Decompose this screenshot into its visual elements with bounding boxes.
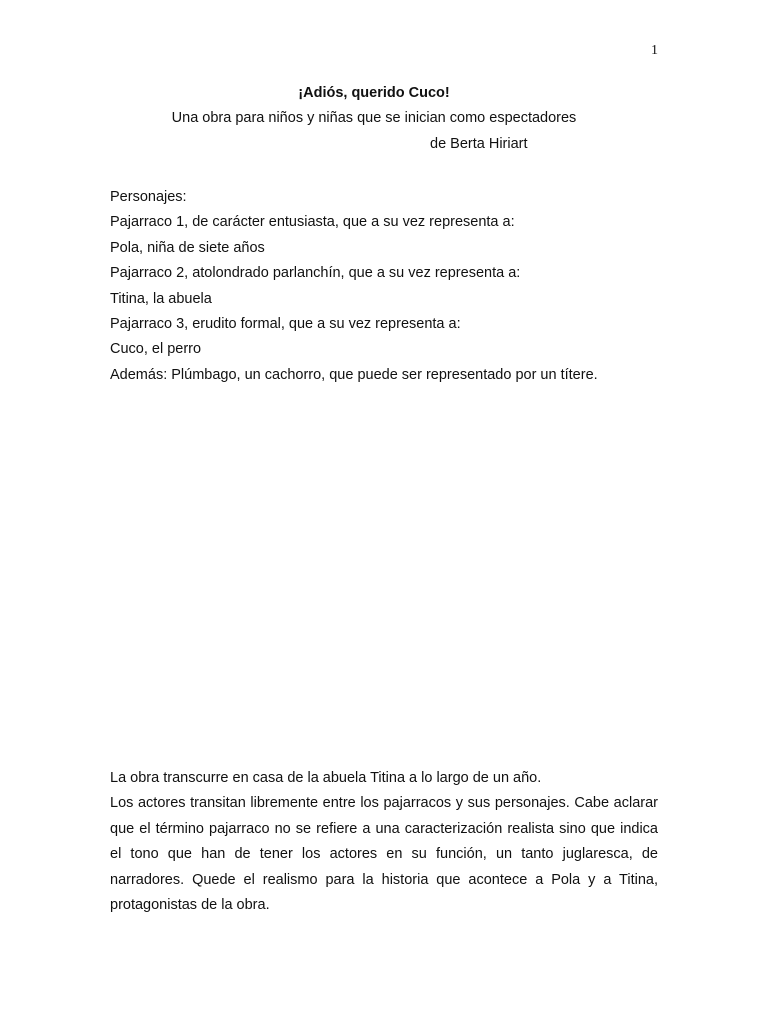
body-text <box>110 766 658 918</box>
cast-line: Pajarraco 3, erudito formal, que a su vez representa a: <box>110 316 461 333</box>
page-number: 1 <box>651 43 658 58</box>
cast-heading: Personajes: <box>110 189 187 205</box>
cast-line: Titina, la abuela <box>110 290 212 307</box>
cast-line: Pajarraco 1, de carácter entusiasta, que a su vez representa a: <box>110 214 515 231</box>
document-title: ¡Adiós, querido Cuco! <box>298 85 450 101</box>
paragraph: Los actores transitan libremente entre los pajarracos y sus personajes. Cabe aclarar que el término pajarraco no se refiere a una caracterización realista sino que indica el tono que han de tener los actores en su función, un tanto juglaresca, de narradores. Quede el realismo para la historia que acontece a Pola y a Titina, protagonistas de la obra. <box>110 795 658 914</box>
cast-list <box>110 185 658 388</box>
cast-line: Pola, niña de siete años <box>110 239 265 256</box>
author-line: de Berta Hiriart <box>430 136 528 152</box>
cast-line: Pajarraco 2, atolondrado parlanchín, que a su vez representa a: <box>110 265 521 282</box>
cast-line: Además: Plúmbago, un cachorro, que puede ser representado por un títere. <box>110 366 598 383</box>
cast-line: Cuco, el perro <box>110 341 202 358</box>
document-subtitle: Una obra para niños y niñas que se inician como espectadores <box>171 110 577 126</box>
paragraph: La obra transcurre en casa de la abuela Titina a lo largo de un año. <box>110 770 542 786</box>
